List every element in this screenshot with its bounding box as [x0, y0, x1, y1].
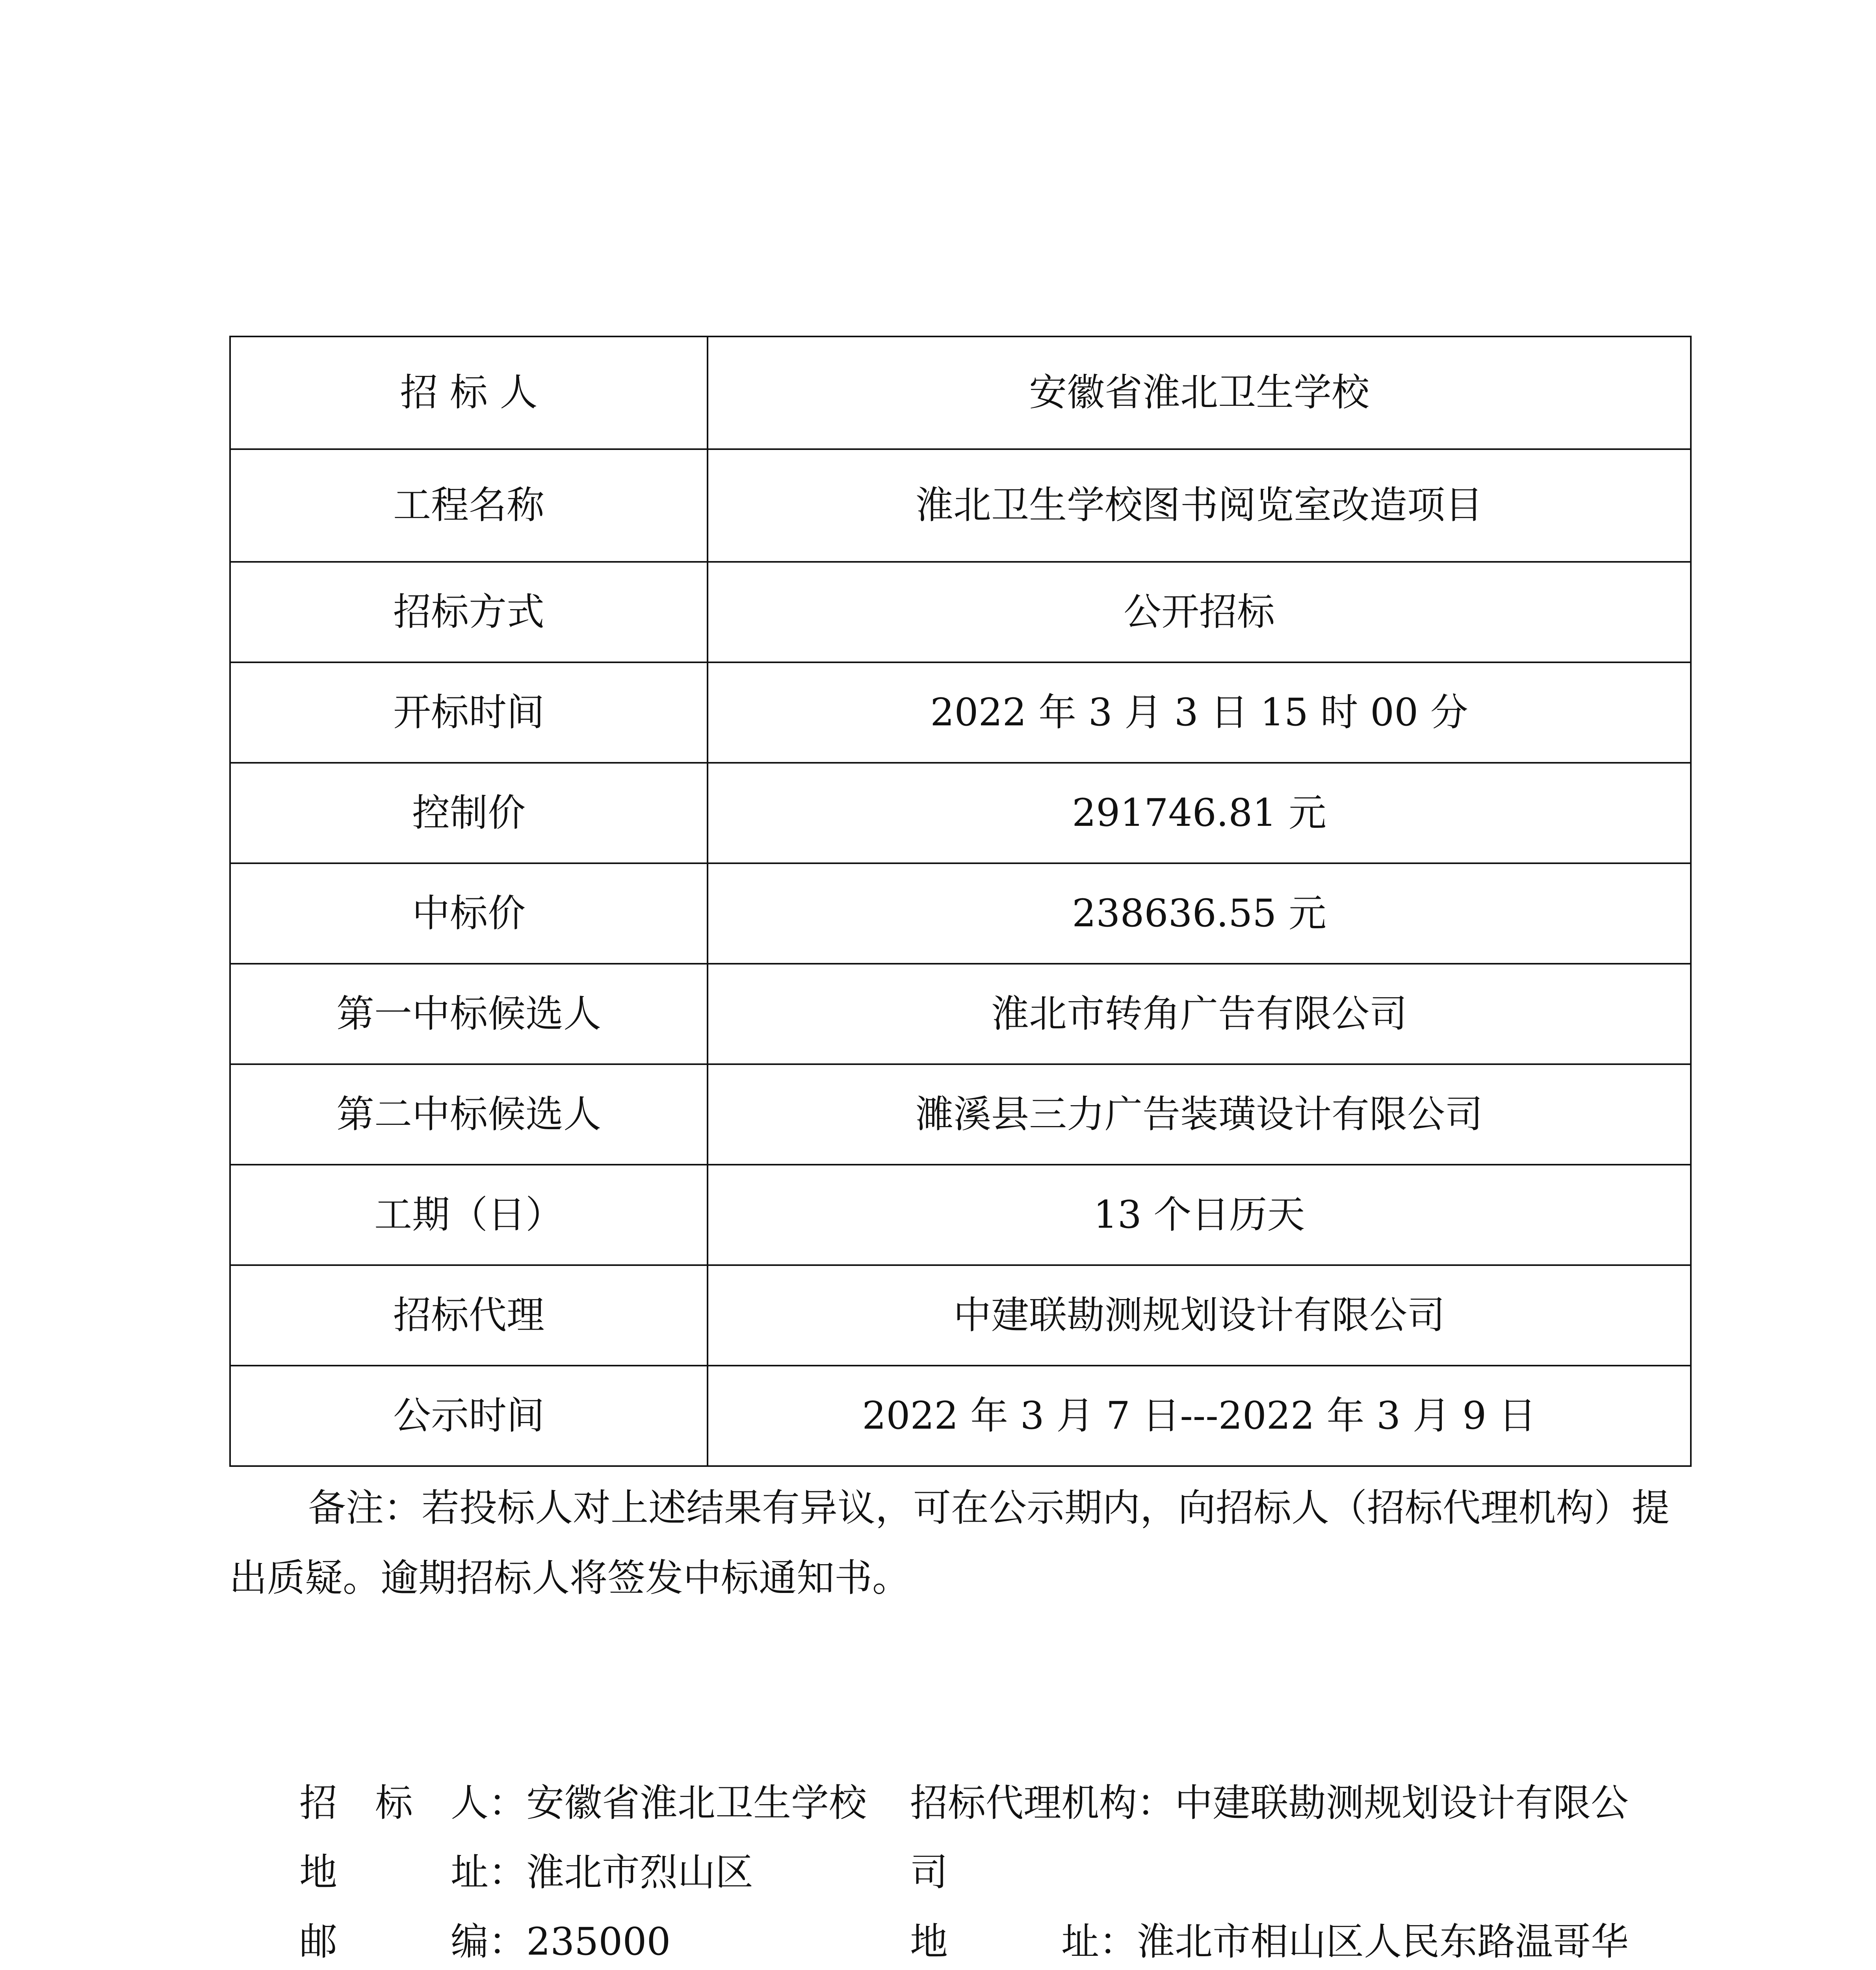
remark-paragraph: 备注：若投标人对上述结果有异议，可在公示期内，向招标人（招标代理机构）提出质疑。逾期招标人将签发中标通知书。 — [229, 1486, 1670, 1600]
row-label: 公示时间 — [230, 1366, 708, 1466]
table-row — [230, 763, 1691, 863]
agency-contact-block — [910, 1768, 1639, 1970]
row-label: 招 标 人 — [230, 336, 708, 449]
agency-name-line: 招标代理机构：中建联勘测规划设计有限公司 — [910, 1781, 1629, 1894]
contact-row — [299, 1768, 890, 1838]
contact-row — [299, 1838, 890, 1907]
row-value: 中建联勘测规划设计有限公司 — [708, 1265, 1691, 1366]
row-label: 开标时间 — [230, 662, 708, 763]
row-label: 招标代理 — [230, 1265, 708, 1366]
tenderer-name: 安徽省淮北卫生学校 — [526, 1781, 867, 1825]
row-label: 控制价 — [230, 763, 708, 863]
contact-key: 地址 — [299, 1850, 489, 1894]
row-value: 2022 年 3 月 7 日---2022 年 3 月 9 日 — [708, 1366, 1691, 1466]
table-row — [230, 863, 1691, 964]
row-label: 工期（日） — [230, 1165, 708, 1265]
colon: ： — [1099, 1920, 1137, 1964]
table-row — [230, 1265, 1691, 1366]
row-value: 2022 年 3 月 3 日 15 时 00 分 — [708, 662, 1691, 763]
tenderer-postcode: 235000 — [526, 1920, 671, 1964]
contact-row — [299, 1907, 890, 1970]
row-value: 安徽省淮北卫生学校 — [708, 336, 1691, 449]
table-row — [230, 336, 1691, 449]
table-row — [230, 562, 1691, 662]
row-value: 濉溪县三力广告装璜设计有限公司 — [708, 1064, 1691, 1165]
table-row — [230, 662, 1691, 763]
row-value: 公开招标 — [708, 562, 1691, 662]
table-row — [230, 1366, 1691, 1466]
contact-key: 招标人 — [299, 1781, 489, 1825]
row-value: 238636.55 元 — [708, 863, 1691, 964]
row-value: 13 个日历天 — [708, 1165, 1691, 1265]
row-value: 淮北卫生学校图书阅览室改造项目 — [708, 449, 1691, 562]
colon: ： — [489, 1850, 526, 1894]
tenderer-address: 淮北市烈山区 — [526, 1850, 753, 1894]
agency-address: 淮北市相山区人民东路温哥华 — [1137, 1920, 1629, 1964]
colon: ： — [489, 1920, 526, 1964]
tenderer-contact-block — [299, 1768, 890, 1970]
row-label: 中标价 — [230, 863, 708, 964]
row-label: 招标方式 — [230, 562, 708, 662]
table-row — [230, 1165, 1691, 1265]
colon: ： — [489, 1781, 526, 1825]
table-row — [230, 449, 1691, 562]
table-row — [230, 964, 1691, 1064]
row-label: 第二中标候选人 — [230, 1064, 708, 1165]
contact-key: 邮编 — [299, 1920, 489, 1964]
row-label: 第一中标候选人 — [230, 964, 708, 1064]
row-value: 淮北市转角广告有限公司 — [708, 964, 1691, 1064]
row-label: 工程名称 — [230, 449, 708, 562]
bid-result-table — [229, 336, 1692, 1467]
table-row — [230, 1064, 1691, 1165]
row-value: 291746.81 元 — [708, 763, 1691, 863]
contact-row — [910, 1907, 1639, 1970]
contact-key: 地址 — [910, 1920, 1099, 1964]
